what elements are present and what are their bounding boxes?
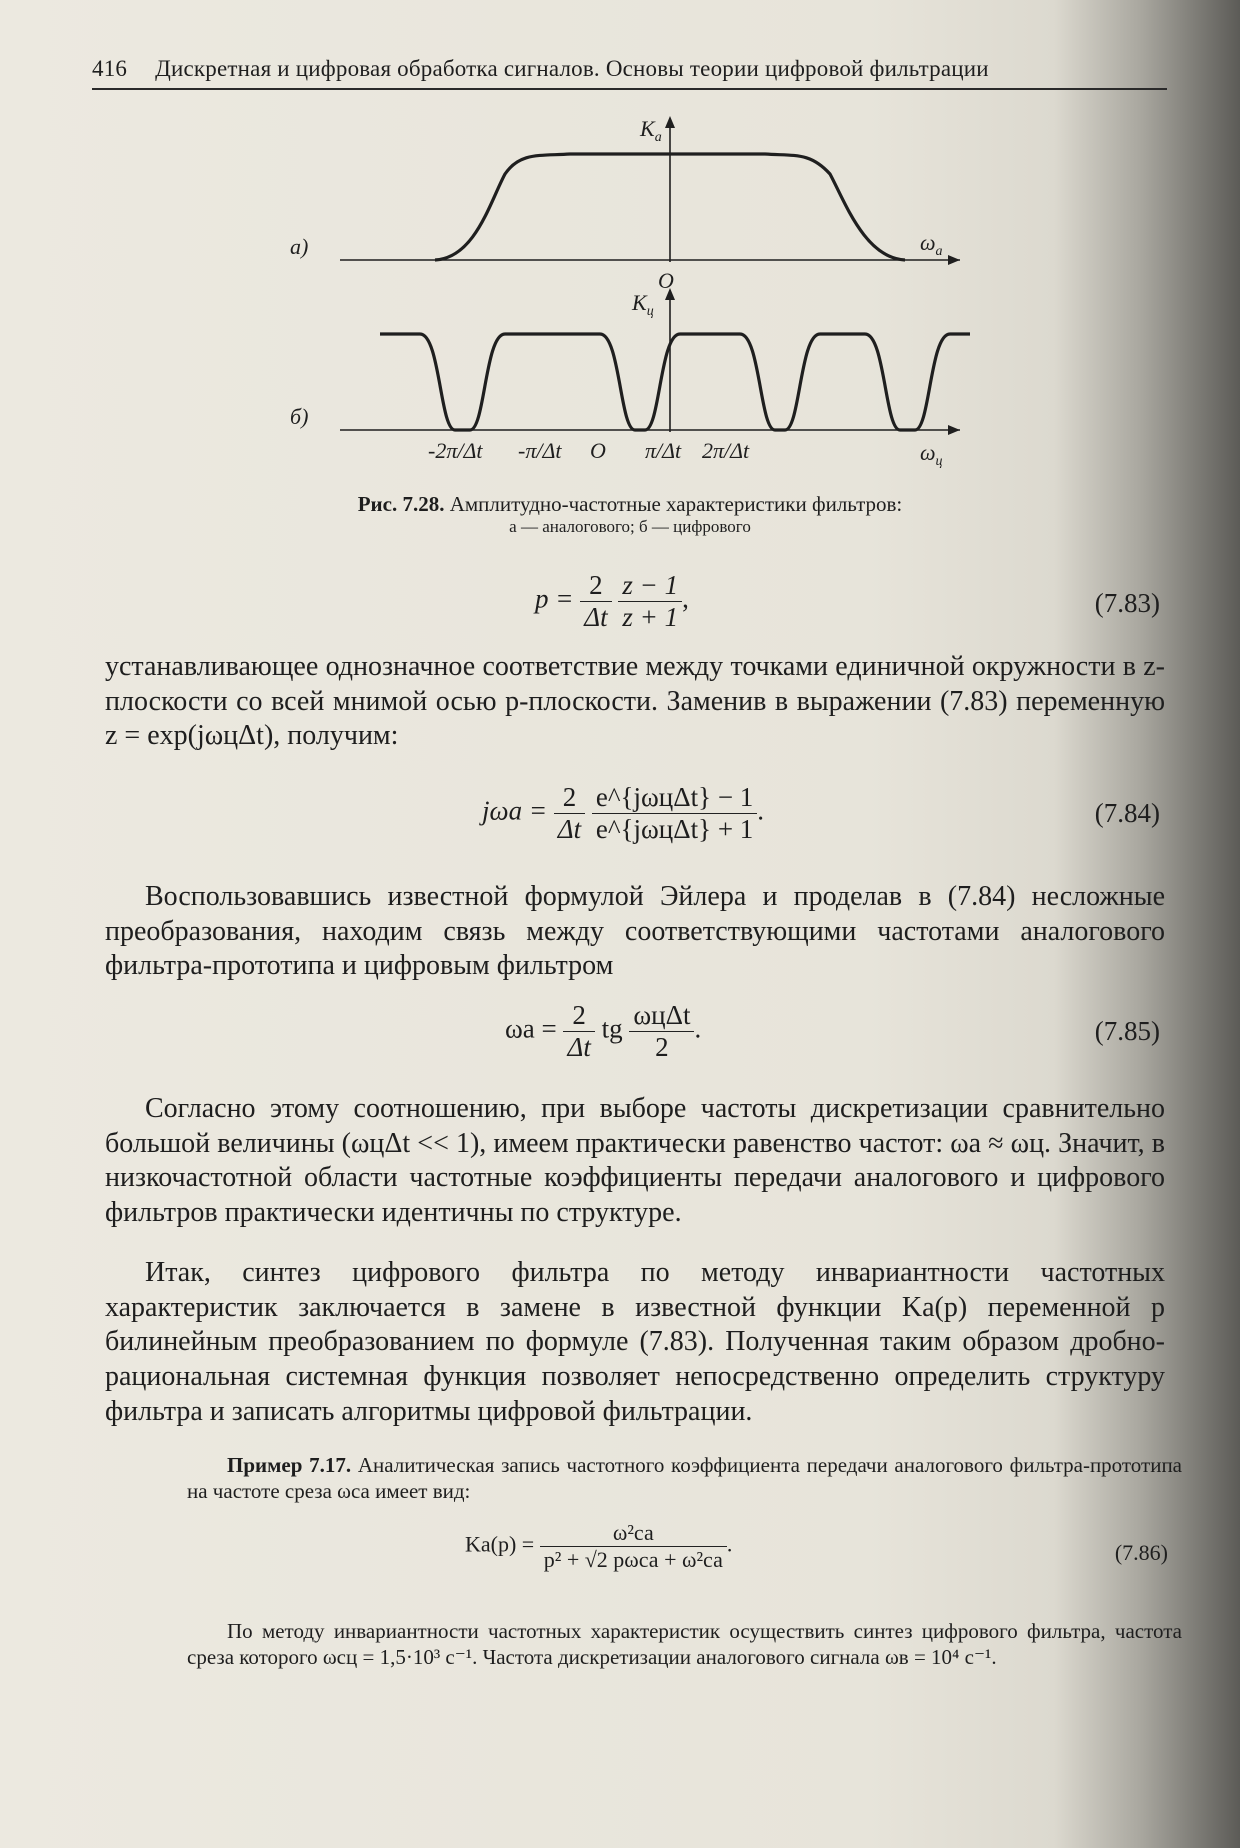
equation-7-83: p = $\frac{2}{\Delta t}$ $\frac{z - 1}{z + 1}$ ,	[535, 570, 689, 632]
eq-number-7-83: (7.83)	[1094, 588, 1160, 618]
equation-7-86: Kа(p) = $\frac{\text{ω²са}}{\text{p² + √2 pωса + ω²са}}$ .	[465, 1520, 733, 1572]
label-b: б)	[290, 404, 309, 429]
example-task: По методу инвариантности частотных характеристик осуществить синтез цифрового фильтра, частота среза которого ωсц = 1,5·10³ с⁻¹. Частота дискретизации аналогового сигнала ωв = 10⁴ с⁻¹.	[187, 1619, 1182, 1670]
equation-7-85: ωа = $\frac{2}{\Delta t}$ tg $\frac{\text{ωцΔt}}{2}$ .	[505, 1000, 702, 1062]
tick-label: π/Δt	[645, 438, 682, 463]
figure-7-28	[290, 112, 980, 472]
example-7-17: Пример 7.17. Аналитическая запись частотного коэффициента передачи аналогового фильтра-прототипа на частоте среза ωса имеет вид:	[187, 1453, 1183, 1504]
eq-number-7-84: (7.84)	[1094, 798, 1160, 828]
y-label-b: $K_ц$	[632, 290, 654, 319]
paragraph-1: устанавливающее однозначное соответствие между точками единичной окружности в z-плоскости со всей мнимой осью p-плоскости. Заменив в выражении (7.83) переменную z = exp(jωцΔt), получим:	[105, 651, 1165, 752]
digital-response-curve	[380, 334, 970, 430]
label-a: а)	[290, 234, 309, 259]
caption-text: Амплитудно-частотные характеристики фильтров:	[449, 492, 903, 516]
x-label-b: $\omega_ц$	[920, 440, 943, 469]
header-title: Дискретная и цифровая обработка сигналов. Основы теории цифровой фильтрации	[155, 56, 989, 81]
running-header	[92, 56, 1167, 90]
arrow-x-a	[948, 255, 960, 265]
equation-7-84: jωа = $\frac{2}{\Delta t}$ $\frac{\text{e\textasciicircum{}\{jωцΔt\} − 1}}{\text{e\textasciicircum{}\{jωцΔt\} + 1}}$ .	[482, 782, 765, 844]
paragraph-4: Итак, синтез цифрового фильтра по методу инвариантности частотных характеристик заключается в замене в известной функции Kа(p) переменной p билинейным преобразованием по формуле (7.83). Полученная таким образом дробно-рациональная системная функция позволяет непосредственно определить структуру фильтра и записать алгоритмы цифровой фильтрации.	[105, 1257, 1165, 1427]
origin-a: O	[658, 268, 674, 293]
arrow-x-b	[948, 425, 960, 435]
caption-sub: а — аналогового; б — цифрового	[509, 517, 751, 537]
eq-number-7-86: (7.86)	[1114, 1540, 1168, 1565]
x-label-a: $\omega_а$	[920, 230, 943, 259]
caption-label: Рис. 7.28.	[357, 492, 445, 516]
tick-label: 2π/Δt	[702, 438, 750, 463]
paragraph-3: Согласно этому соотношению, при выборе частоты дискретизации сравнительно большой величины (ωцΔt << 1), имеем практически равенство частот: ωа ≈ ωц. Значит, в низкочастотной области частотные коэффициенты передачи аналогового и цифрового фильтров практически идентичны по структуре.	[105, 1093, 1165, 1229]
tick-label: O	[590, 438, 606, 463]
page-number: 416	[92, 56, 128, 81]
y-label-a: $K_а$	[640, 116, 662, 145]
tick-label: -2π/Δt	[428, 438, 483, 463]
eq-number-7-85: (7.85)	[1094, 1016, 1160, 1046]
tick-label: -π/Δt	[518, 438, 562, 463]
paragraph-2: Воспользовавшись известной формулой Эйлера и проделав в (7.84) несложные преобразования, находим связь между соответствующими частотами аналогового фильтра-прототипа и цифровым фильтром	[105, 881, 1165, 982]
figure-caption	[280, 492, 980, 538]
arrow-y-a	[665, 116, 675, 128]
